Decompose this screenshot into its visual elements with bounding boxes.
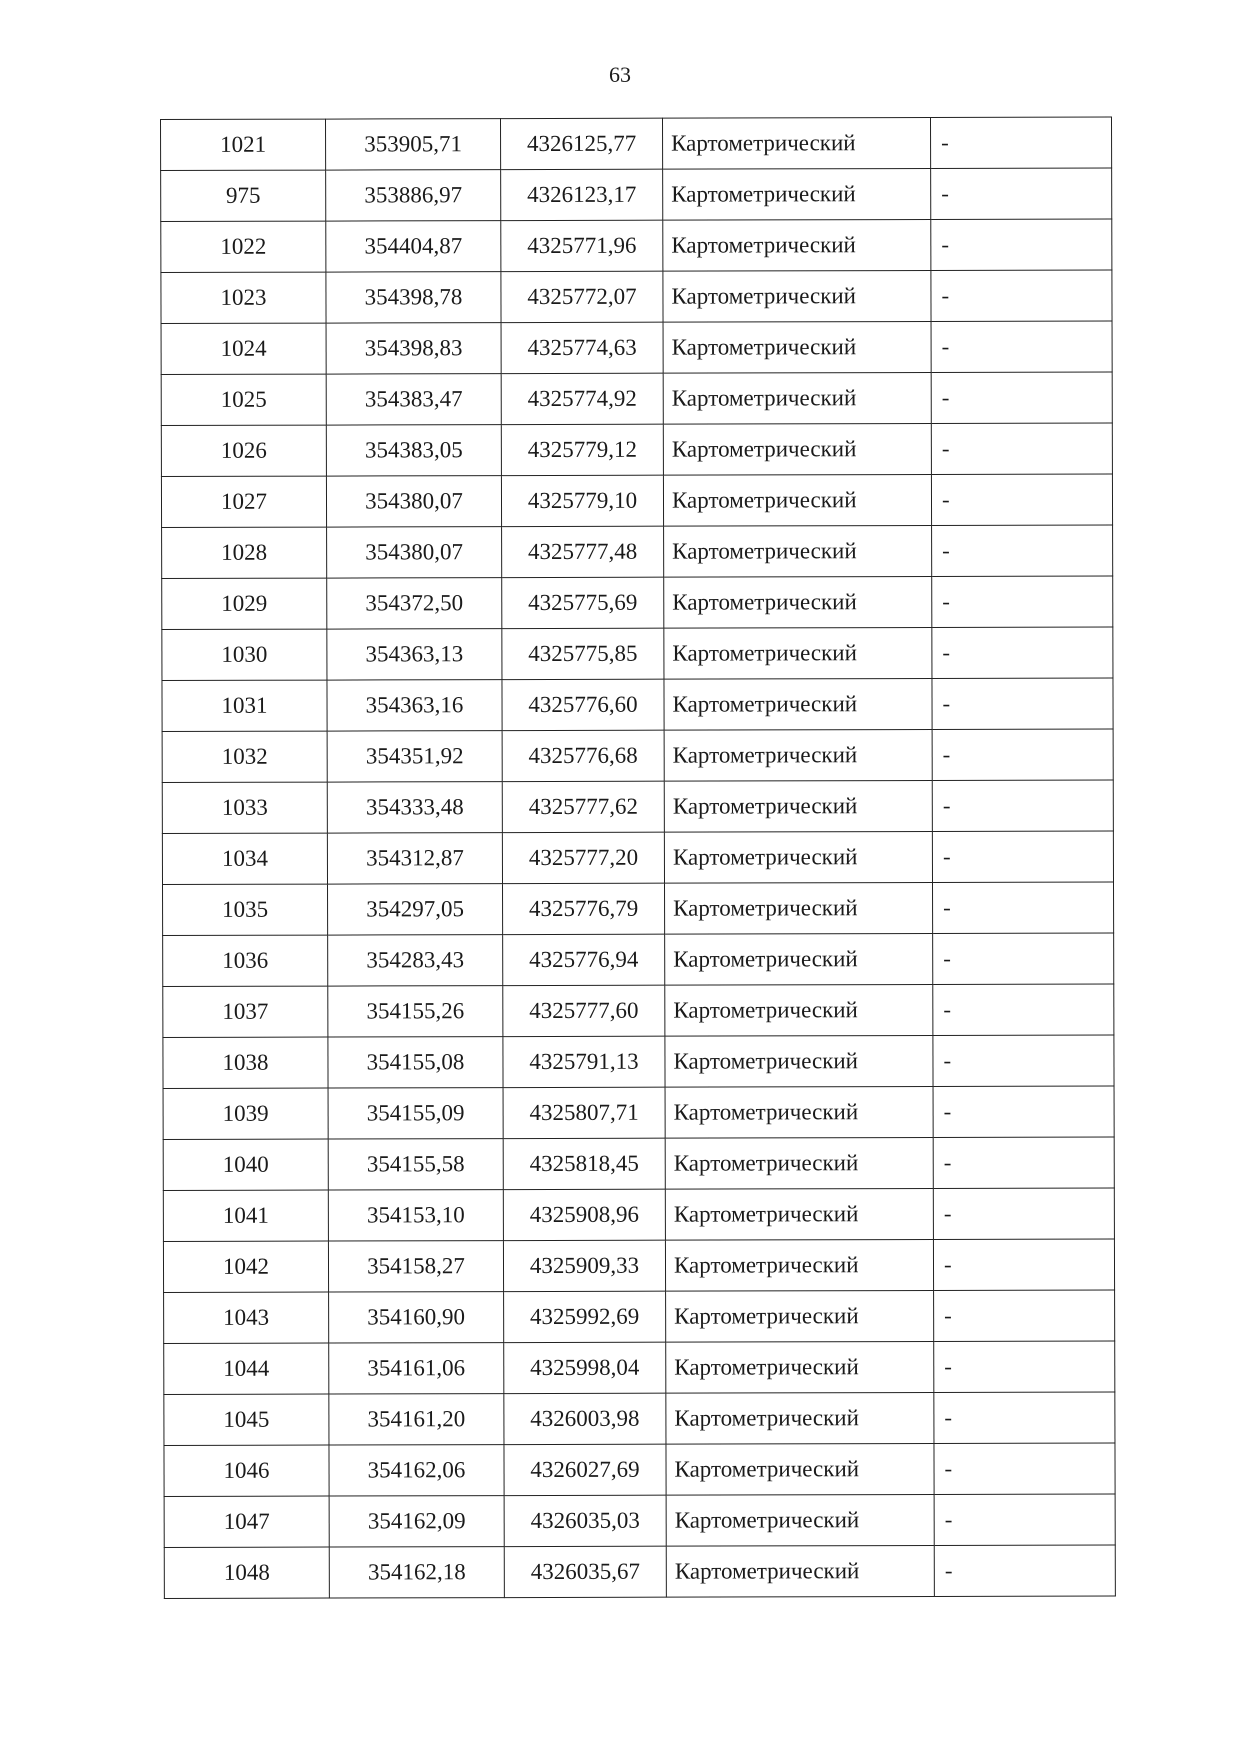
y-coordinate-cell: 4326123,17 [501, 169, 663, 220]
y-coordinate-cell: 4325909,33 [503, 1240, 665, 1291]
error-cell: - [933, 984, 1114, 1035]
point-number-cell: 1032 [162, 731, 327, 782]
y-coordinate-cell: 4326027,69 [504, 1444, 666, 1495]
method-cell: Картометрический [663, 423, 931, 475]
error-cell: - [934, 1392, 1115, 1443]
point-number-cell: 1040 [163, 1139, 328, 1190]
x-coordinate-cell: 353886,97 [326, 170, 501, 221]
error-cell: - [932, 831, 1113, 882]
error-cell: - [934, 1494, 1115, 1545]
table-row [163, 1086, 1114, 1139]
y-coordinate-cell: 4325818,45 [503, 1138, 665, 1189]
point-number-cell: 1048 [164, 1547, 329, 1598]
table-row [161, 321, 1112, 374]
y-coordinate-cell: 4325779,12 [501, 424, 663, 475]
method-cell: Картометрический [662, 117, 930, 169]
method-cell: Картометрический [663, 270, 931, 322]
method-cell: Картометрический [663, 168, 931, 220]
y-coordinate-cell: 4326035,03 [504, 1495, 666, 1546]
error-cell: - [932, 525, 1113, 576]
method-cell: Картометрический [665, 1188, 933, 1240]
point-number-cell: 1038 [163, 1037, 328, 1088]
point-number-cell: 1034 [162, 833, 327, 884]
table-row [163, 933, 1114, 986]
table-row [164, 1443, 1115, 1496]
coordinates-table-body [161, 117, 1116, 1598]
point-number-cell: 1024 [161, 323, 326, 374]
method-cell: Картометрический [664, 678, 932, 730]
table-row [162, 729, 1113, 782]
error-cell: - [933, 1188, 1114, 1239]
y-coordinate-cell: 4326003,98 [504, 1393, 666, 1444]
method-cell: Картометрический [665, 1035, 933, 1087]
point-number-cell: 1042 [163, 1241, 328, 1292]
error-cell: - [933, 933, 1114, 984]
method-cell: Картометрический [664, 576, 932, 628]
error-cell: - [934, 1545, 1115, 1596]
method-cell: Картометрический [664, 525, 932, 577]
method-cell: Картометрический [666, 1443, 934, 1495]
y-coordinate-cell: 4325998,04 [504, 1342, 666, 1393]
y-coordinate-cell: 4325774,92 [501, 373, 663, 424]
y-coordinate-cell: 4325777,20 [502, 832, 664, 883]
table-row [161, 219, 1112, 272]
x-coordinate-cell: 354155,08 [328, 1037, 503, 1088]
point-number-cell: 1035 [163, 884, 328, 935]
x-coordinate-cell: 354383,47 [326, 374, 501, 425]
error-cell: - [931, 321, 1112, 372]
point-number-cell: 1025 [161, 374, 326, 425]
y-coordinate-cell: 4325775,85 [502, 628, 664, 679]
y-coordinate-cell: 4325807,71 [503, 1087, 665, 1138]
y-coordinate-cell: 4325779,10 [501, 475, 663, 526]
point-number-cell: 1045 [164, 1394, 329, 1445]
y-coordinate-cell: 4325777,48 [502, 526, 664, 577]
x-coordinate-cell: 354162,06 [329, 1445, 504, 1496]
method-cell: Картометрический [664, 831, 932, 883]
x-coordinate-cell: 354351,92 [327, 731, 502, 782]
error-cell: - [931, 423, 1112, 474]
x-coordinate-cell: 354312,87 [327, 833, 502, 884]
method-cell: Картометрический [663, 219, 931, 271]
point-number-cell: 1041 [163, 1190, 328, 1241]
table-row [162, 627, 1113, 680]
error-cell: - [934, 1290, 1115, 1341]
x-coordinate-cell: 354155,26 [328, 986, 503, 1037]
method-cell: Картометрический [666, 1290, 934, 1342]
x-coordinate-cell: 354153,10 [328, 1190, 503, 1241]
x-coordinate-cell: 354333,48 [327, 782, 502, 833]
method-cell: Картометрический [665, 1137, 933, 1189]
table-row [163, 1188, 1114, 1241]
y-coordinate-cell: 4325772,07 [501, 271, 663, 322]
point-number-cell: 1021 [161, 119, 326, 170]
error-cell: - [933, 1239, 1114, 1290]
method-cell: Картометрический [664, 627, 932, 679]
error-cell: - [931, 168, 1112, 219]
table-row [161, 474, 1112, 527]
point-number-cell: 1044 [164, 1343, 329, 1394]
x-coordinate-cell: 354161,20 [329, 1394, 504, 1445]
x-coordinate-cell: 354380,07 [327, 527, 502, 578]
table-row [162, 678, 1113, 731]
method-cell: Картометрический [666, 1545, 934, 1597]
x-coordinate-cell: 354155,58 [328, 1139, 503, 1190]
x-coordinate-cell: 354155,09 [328, 1088, 503, 1139]
point-number-cell: 1023 [161, 272, 326, 323]
table-row [162, 780, 1113, 833]
y-coordinate-cell: 4325776,60 [502, 679, 664, 730]
error-cell: - [930, 117, 1111, 168]
x-coordinate-cell: 353905,71 [326, 119, 501, 170]
point-number-cell: 1039 [163, 1088, 328, 1139]
method-cell: Картометрический [666, 1341, 934, 1393]
error-cell: - [931, 474, 1112, 525]
page-number: 63 [609, 62, 631, 87]
table-row [162, 525, 1113, 578]
error-cell: - [931, 372, 1112, 423]
x-coordinate-cell: 354160,90 [329, 1292, 504, 1343]
table-row [162, 831, 1113, 884]
x-coordinate-cell: 354363,13 [327, 629, 502, 680]
point-number-cell: 1028 [162, 527, 327, 578]
point-number-cell: 1026 [161, 425, 326, 476]
error-cell: - [933, 1035, 1114, 1086]
x-coordinate-cell: 354363,16 [327, 680, 502, 731]
method-cell: Картометрический [664, 780, 932, 832]
error-cell: - [932, 780, 1113, 831]
point-number-cell: 1043 [164, 1292, 329, 1343]
y-coordinate-cell: 4326125,77 [501, 118, 663, 169]
y-coordinate-cell: 4325774,63 [501, 322, 663, 373]
y-coordinate-cell: 4325992,69 [504, 1291, 666, 1342]
table-row [163, 1035, 1114, 1088]
method-cell: Картометрический [663, 321, 931, 373]
coordinates-table [160, 117, 1116, 1599]
method-cell: Картометрический [665, 984, 933, 1036]
y-coordinate-cell: 4326035,67 [504, 1546, 666, 1597]
y-coordinate-cell: 4325777,62 [502, 781, 664, 832]
error-cell: - [933, 1086, 1114, 1137]
table-row [163, 984, 1114, 1037]
method-cell: Картометрический [663, 372, 931, 424]
point-number-cell: 975 [161, 170, 326, 221]
error-cell: - [931, 270, 1112, 321]
method-cell: Картометрический [666, 1392, 934, 1444]
method-cell: Картометрический [666, 1494, 934, 1546]
error-cell: - [932, 627, 1113, 678]
point-number-cell: 1047 [164, 1496, 329, 1547]
error-cell: - [933, 882, 1114, 933]
y-coordinate-cell: 4325791,13 [503, 1036, 665, 1087]
y-coordinate-cell: 4325776,68 [502, 730, 664, 781]
table-row [162, 576, 1113, 629]
point-number-cell: 1030 [162, 629, 327, 680]
method-cell: Картометрический [665, 1086, 933, 1138]
table-row [164, 1392, 1115, 1445]
table-row [163, 1137, 1114, 1190]
table-row [163, 1239, 1114, 1292]
table-row [164, 1545, 1115, 1598]
point-number-cell: 1027 [161, 476, 326, 527]
x-coordinate-cell: 354162,09 [329, 1496, 504, 1547]
table-row [164, 1341, 1115, 1394]
x-coordinate-cell: 354398,83 [326, 323, 501, 374]
error-cell: - [932, 729, 1113, 780]
y-coordinate-cell: 4325775,69 [502, 577, 664, 628]
x-coordinate-cell: 354161,06 [329, 1343, 504, 1394]
x-coordinate-cell: 354398,78 [326, 272, 501, 323]
x-coordinate-cell: 354283,43 [328, 935, 503, 986]
y-coordinate-cell: 4325776,94 [503, 934, 665, 985]
table-row [161, 423, 1112, 476]
y-coordinate-cell: 4325777,60 [503, 985, 665, 1036]
table-row [161, 117, 1112, 170]
error-cell: - [931, 219, 1112, 270]
table-row [164, 1290, 1115, 1343]
point-number-cell: 1029 [162, 578, 327, 629]
x-coordinate-cell: 354372,50 [327, 578, 502, 629]
method-cell: Картометрический [665, 882, 933, 934]
table-row [161, 270, 1112, 323]
point-number-cell: 1031 [162, 680, 327, 731]
error-cell: - [932, 576, 1113, 627]
table-row [164, 1494, 1115, 1547]
table-row [163, 882, 1114, 935]
point-number-cell: 1033 [162, 782, 327, 833]
error-cell: - [934, 1443, 1115, 1494]
table-row [161, 372, 1112, 425]
y-coordinate-cell: 4325908,96 [503, 1189, 665, 1240]
x-coordinate-cell: 354158,27 [328, 1241, 503, 1292]
x-coordinate-cell: 354297,05 [328, 884, 503, 935]
y-coordinate-cell: 4325776,79 [503, 883, 665, 934]
table-row [161, 168, 1112, 221]
method-cell: Картометрический [664, 729, 932, 781]
point-number-cell: 1022 [161, 221, 326, 272]
point-number-cell: 1036 [163, 935, 328, 986]
x-coordinate-cell: 354383,05 [326, 425, 501, 476]
error-cell: - [933, 1137, 1114, 1188]
point-number-cell: 1046 [164, 1445, 329, 1496]
x-coordinate-cell: 354404,87 [326, 221, 501, 272]
x-coordinate-cell: 354380,07 [326, 476, 501, 527]
error-cell: - [934, 1341, 1115, 1392]
method-cell: Картометрический [665, 933, 933, 985]
method-cell: Картометрический [663, 474, 931, 526]
method-cell: Картометрический [665, 1239, 933, 1291]
x-coordinate-cell: 354162,18 [329, 1547, 504, 1598]
y-coordinate-cell: 4325771,96 [501, 220, 663, 271]
error-cell: - [932, 678, 1113, 729]
point-number-cell: 1037 [163, 986, 328, 1037]
